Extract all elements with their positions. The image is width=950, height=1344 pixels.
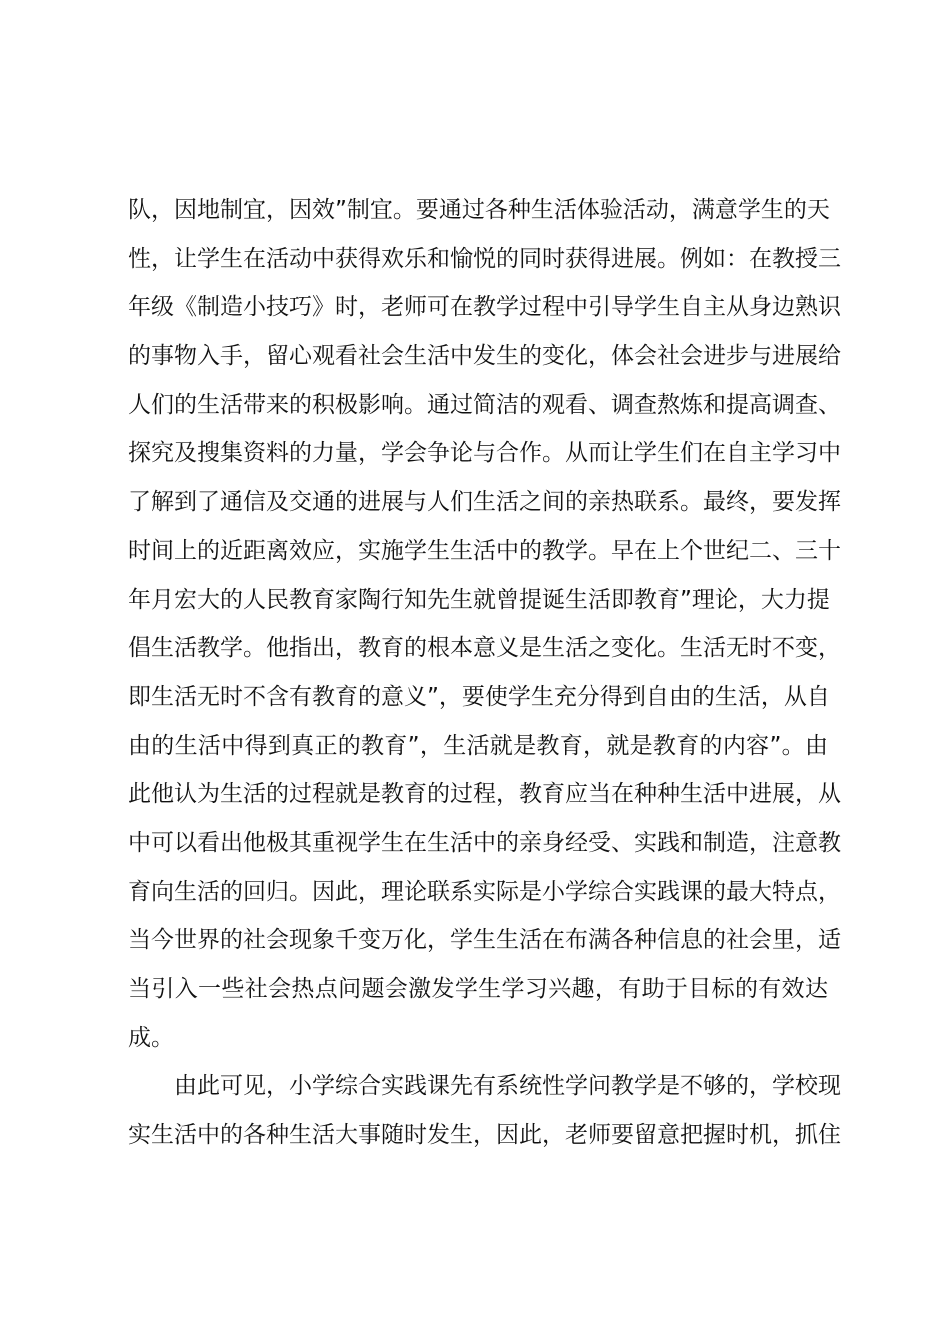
text-line: 年月宏大的人民教育家陶行知先生就曾提诞生活即教育”理论，大力提 bbox=[128, 586, 830, 613]
text-line: 当今世界的社会现象千变万化，学生生活在布满各种信息的社会里，适 bbox=[128, 927, 841, 954]
text-line: 由的生活中得到真正的教育”，生活就是教育，就是教育的内容”。由 bbox=[128, 732, 828, 759]
text-line: 中可以看出他极其重视学生在生活中的亲身经受、实践和制造，注意教 bbox=[128, 829, 841, 856]
text-line: 人们的生活带来的积极影响。通过简洁的观看、调查熬炼和提高调查、 bbox=[128, 391, 841, 418]
text-line: 性，让学生在活动中获得欢乐和愉悦的同时获得进展。例如：在教授三 bbox=[128, 245, 841, 272]
text-line: 了解到了通信及交通的进展与人们生活之间的亲热联系。最终，要发挥 bbox=[128, 489, 841, 516]
text-line: 年级《制造小技巧》时，老师可在教学过程中引导学生自主从身边熟识 bbox=[128, 294, 841, 321]
text-line: 育向生活的回归。因此，理论联系实际是小学综合实践课的最大特点， bbox=[128, 878, 841, 905]
paragraph-first-line: 由此可见，小学综合实践课先有系统性学问教学是不够的，学校现 bbox=[174, 1073, 841, 1100]
text-line: 探究及搜集资料的力量，学会争论与合作。从而让学生们在自主学习中 bbox=[128, 440, 841, 467]
text-line: 即生活无时不含有教育的意义”，要使学生充分得到自由的生活，从自 bbox=[128, 683, 830, 710]
text-line: 队，因地制宜，因效”制宜。要通过各种生活体验活动，满意学生的天 bbox=[128, 197, 830, 223]
text-line: 当引入一些社会热点问题会激发学生学习兴趣，有助于目标的有效达 bbox=[128, 976, 828, 1002]
text-line: 此他认为生活的过程就是教育的过程，教育应当在种种生活中进展，从 bbox=[128, 781, 841, 808]
text-line: 实生活中的各种生活大事随时发生，因此，老师要留意把握时机，抓住 bbox=[128, 1122, 841, 1149]
text-line: 的事物入手，留心观看社会生活中发生的变化，体会社会进步与进展给 bbox=[128, 343, 841, 370]
text-line: 倡生活教学。他指出，教育的根本意义是生活之变化。生活无时不变， bbox=[128, 635, 841, 662]
text-line: 成。 bbox=[128, 1024, 174, 1051]
body-text bbox=[128, 186, 841, 1160]
text-line: 时间上的近距离效应，实施学生生活中的教学。早在上个世纪二、三十 bbox=[128, 537, 841, 564]
